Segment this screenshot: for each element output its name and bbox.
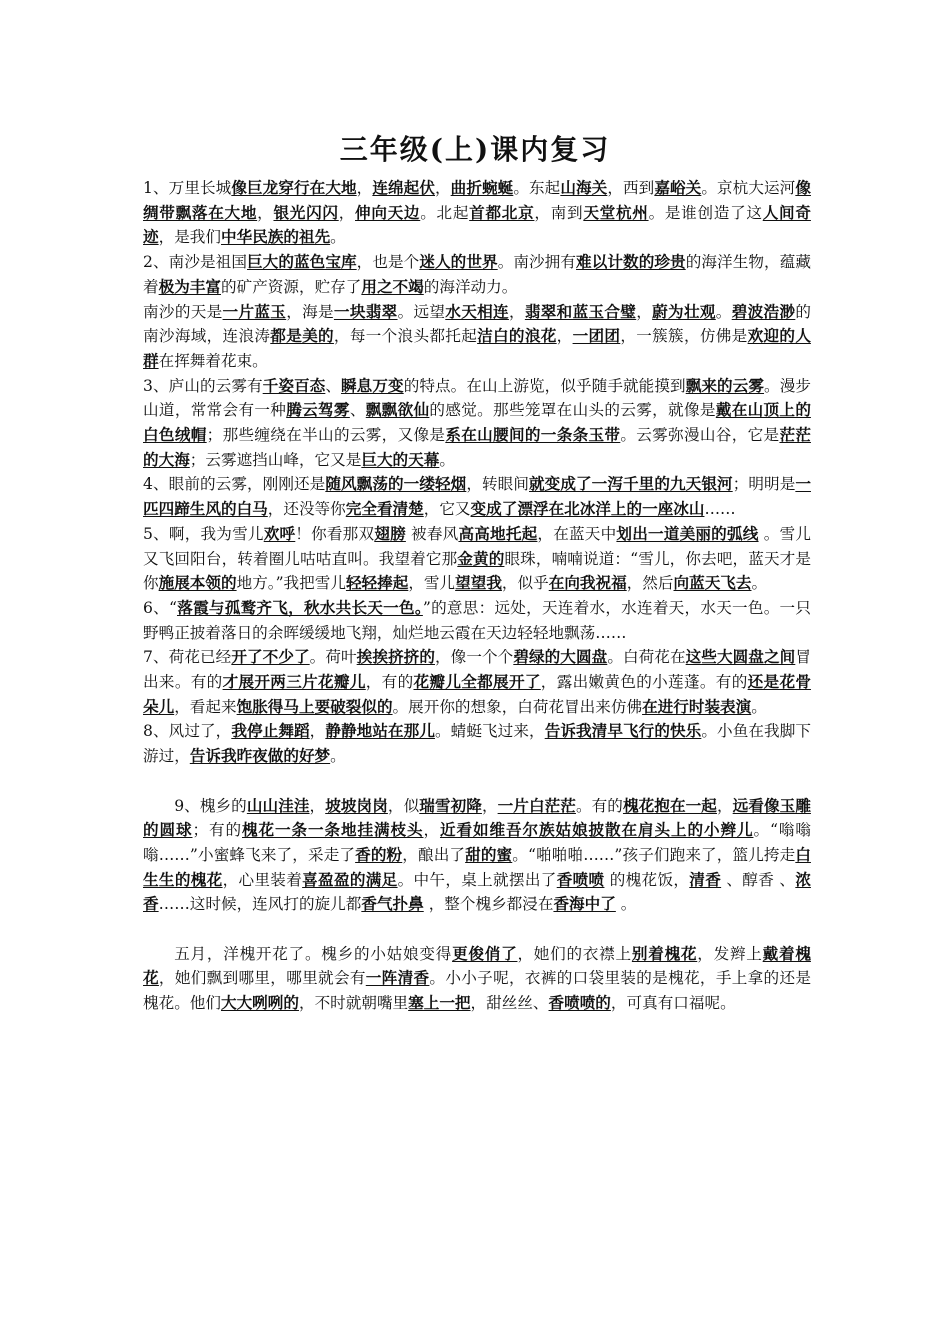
paragraph — [143, 176, 811, 250]
text-run: 。中午，桌上就摆出了 — [397, 870, 557, 889]
emphasized-phrase: 向蓝天飞去 — [673, 573, 752, 593]
paragraph — [143, 522, 811, 596]
emphasized-phrase: 翡翠和蓝玉合璧 — [524, 301, 637, 321]
emphasized-phrase: 水天相连 — [445, 301, 509, 321]
text-run: ，它又 — [423, 500, 471, 519]
text-run: 8、风过了， — [143, 722, 232, 741]
text-run: 的南沙海域，连浪涛 — [143, 302, 811, 346]
emphasized-phrase: 连绵起伏 — [372, 178, 435, 197]
text-run: ，不时就朝嘴里 — [298, 994, 409, 1013]
emphasized-phrase: 清香 — [689, 869, 722, 889]
emphasized-phrase: 塞上一把 — [408, 993, 471, 1013]
text-run: 。 — [330, 747, 346, 766]
text-run: 冒出来。有的 — [143, 648, 811, 692]
text-run: 6、“ — [143, 598, 177, 617]
emphasized-phrase: 槐花抱在一起 — [622, 795, 717, 815]
text-run: ，海是 — [286, 302, 334, 321]
text-run: ， — [309, 796, 326, 815]
text-run: ；那些缠绕在半山的云雾，又像是 — [206, 426, 446, 445]
text-run: ，还没等你 — [267, 500, 346, 519]
text-run: ，转眼间 — [466, 475, 530, 494]
paragraph — [143, 472, 811, 521]
text-run: 。北起 — [420, 203, 470, 222]
emphasized-phrase: 千姿百态 — [262, 375, 326, 395]
text-run: 、 — [325, 376, 342, 395]
text-run: ，南到 — [534, 203, 584, 222]
emphasized-phrase: 飘来的云雾 — [685, 375, 765, 395]
text-run: 的海洋动力。 — [423, 277, 518, 296]
emphasized-phrase: 花瓣儿全都展开了 — [413, 672, 541, 692]
emphasized-phrase: 别着槐花 — [631, 943, 698, 963]
text-run: 南沙的天是 — [143, 302, 223, 321]
text-run: 的槐花饭， — [604, 870, 690, 889]
text-run: ， — [508, 302, 525, 321]
text-run: 。是谁创造了这 — [648, 203, 763, 222]
emphasized-phrase: 嘉峪关 — [654, 178, 702, 197]
paragraph — [143, 374, 811, 473]
paragraph — [143, 300, 811, 374]
text-run: 1、万里长城 — [143, 179, 232, 197]
emphasized-phrase: 远看像玉雕的圆球 — [143, 795, 811, 840]
text-run: 的矿产资源，贮存了 — [221, 277, 362, 296]
text-run: ，是我们 — [158, 228, 221, 247]
text-run: 。京杭大运河 — [701, 179, 796, 197]
emphasized-phrase: 随风飘荡的一缕轻烟 — [325, 474, 467, 494]
paragraph — [143, 794, 811, 918]
text-run: ，似乎 — [501, 574, 549, 593]
page-title: 三年级(上)课内复习 — [339, 133, 611, 166]
emphasized-phrase: 一片白茫茫 — [497, 795, 576, 815]
text-run: ！你看那双 — [295, 524, 375, 543]
emphasized-phrase: 飘飘欲仙 — [365, 400, 430, 420]
emphasized-phrase: 这些大圆盘之间 — [685, 647, 796, 667]
paragraph — [143, 719, 811, 768]
emphasized-phrase: 巨大的天幕 — [361, 449, 440, 469]
text-run: …… — [704, 500, 736, 519]
text-run: 7、荷花已经 — [143, 648, 232, 667]
text-run: 眼珠，喃喃说道：“雪儿，你去吧，蓝天才是你 — [143, 549, 811, 593]
text-run: 。 — [615, 895, 637, 914]
emphasized-phrase: 香气扑鼻 — [361, 894, 424, 914]
emphasized-phrase: 施展本领的 — [158, 573, 237, 593]
text-run: ，她们飘到哪里，哪里就会有 — [158, 969, 366, 988]
emphasized-phrase: 完全看清楚 — [345, 499, 424, 519]
text-run: 5、啊，我为雪儿 — [143, 524, 264, 543]
emphasized-phrase: 山海关 — [560, 178, 608, 197]
text-run: ，看起来 — [174, 697, 237, 716]
text-run: ，发辫上 — [697, 944, 763, 963]
text-run: ，露出嫩黄色的小莲蓬。有的 — [540, 673, 748, 692]
emphasized-phrase: 伸向天边 — [355, 202, 421, 222]
emphasized-phrase: 一块翡翠 — [333, 301, 398, 321]
text-run: ，也是个 — [356, 253, 420, 272]
emphasized-phrase: 香喷喷的 — [548, 993, 611, 1013]
emphasized-phrase: 变成了漂浮在北冰洋上的一座冰山 — [470, 499, 705, 519]
text-run: ……这时候，连风打的旋儿都 — [158, 895, 362, 914]
emphasized-phrase: 白生生的槐花 — [143, 844, 811, 889]
document-body — [143, 176, 811, 1016]
emphasized-phrase: 还是花骨朵儿 — [143, 672, 811, 716]
text-run: ，雪儿 — [408, 574, 456, 593]
text-run: 。 — [439, 450, 455, 469]
emphasized-phrase: 告诉我昨夜做的好梦 — [189, 746, 331, 766]
text-run: 3、庐山的云雾有 — [143, 376, 263, 395]
text-run: 。荷叶 — [309, 648, 357, 667]
emphasized-phrase: 喜盈盈的满足 — [302, 869, 398, 889]
emphasized-phrase: 天堂杭州 — [583, 202, 649, 222]
emphasized-phrase: 迷人的世界 — [419, 252, 498, 272]
emphasized-phrase: 一团团 — [572, 326, 621, 346]
text-run: 的特点。在山上游览，似乎随手就能摸到 — [403, 376, 686, 395]
text-run: 。小小子呢，衣裤的口袋里装的是槐花，手上拿的还是槐花。他们 — [143, 969, 811, 1013]
text-run: 、 — [349, 401, 366, 420]
emphasized-phrase: 我停止舞蹈 — [231, 721, 310, 741]
emphasized-phrase: 大大咧咧的 — [220, 993, 299, 1013]
text-run: 。东起 — [513, 179, 561, 197]
emphasized-phrase: 一阵清香 — [365, 968, 430, 988]
emphasized-phrase: 像巨龙穿行在大地 — [231, 178, 357, 197]
text-run: 。 — [715, 302, 732, 321]
emphasized-phrase: 翅膀 — [374, 523, 406, 543]
text-run: ，有的 — [365, 673, 414, 692]
text-run: ， — [636, 302, 653, 321]
emphasized-phrase: 划出一道美丽的弧线 — [616, 523, 759, 543]
text-run: ，整个槐乡都浸在 — [423, 895, 554, 914]
text-run: 。有的 — [575, 796, 623, 815]
text-run: ；明明是 — [732, 475, 796, 494]
emphasized-phrase: 香喷喷 — [556, 869, 605, 889]
text-run: 五月，洋槐开花了。槐乡的小姑娘变得 — [174, 944, 453, 963]
text-run: 。“嗡嗡嗡……”小蜜蜂飞来了，采走了 — [143, 821, 811, 864]
text-run: ，每一个浪头都托起 — [333, 327, 478, 346]
emphasized-phrase: 挨挨挤挤的 — [356, 647, 435, 667]
paragraph — [143, 942, 811, 1016]
paragraph-spacer — [143, 917, 811, 942]
emphasized-phrase: 都是美的 — [270, 326, 334, 346]
text-run: 。远望 — [397, 302, 446, 321]
text-run: 4、眼前的云雾，刚刚还是 — [143, 475, 326, 494]
emphasized-phrase: 香的粉 — [355, 844, 403, 864]
emphasized-phrase: 瞬息万变 — [341, 375, 404, 395]
emphasized-phrase: 人间奇迹 — [143, 202, 811, 247]
text-run: ；云雾遮挡山峰，它又是 — [189, 450, 362, 469]
emphasized-phrase: 静静地站在那儿 — [325, 721, 436, 741]
text-run: ，在蓝天中 — [537, 524, 617, 543]
text-run: ，可真有口福呢。 — [610, 994, 736, 1013]
text-run: 在挥舞着花束。 — [158, 351, 268, 370]
text-run: 。云雾弥漫山谷，它是 — [620, 426, 780, 445]
emphasized-phrase: 饱胀得马上要破裂似的 — [236, 696, 393, 716]
emphasized-phrase: 开了不少了 — [231, 647, 310, 667]
emphasized-phrase: 戴着槐花 — [143, 943, 811, 988]
text-run: ，一簇簇，仿佛是 — [620, 327, 748, 346]
emphasized-phrase: 巨大的蓝色宝库 — [247, 252, 357, 272]
text-run: 。 — [751, 697, 767, 716]
emphasized-phrase: 一匹四蹄生风的白马 — [143, 474, 811, 519]
emphasized-phrase: 瑞雪初降 — [419, 795, 482, 815]
emphasized-phrase: 近看如维吾尔族姑娘披散在肩头上的小辫儿 — [439, 820, 754, 840]
emphasized-phrase: 在进行时装表演 — [642, 696, 752, 716]
text-run: ， — [716, 796, 733, 815]
text-run: ，心里装着 — [222, 870, 303, 889]
emphasized-phrase: 极为丰富 — [158, 276, 221, 296]
emphasized-phrase: 香海中了 — [553, 894, 616, 914]
paragraph — [143, 596, 811, 645]
text-run: 的感觉。那些笼罩在山头的云雾，就像是 — [429, 401, 716, 420]
text-run: ， — [556, 327, 573, 346]
emphasized-phrase: 坡坡岗岗 — [325, 795, 388, 815]
text-run: 被春风 — [405, 524, 459, 543]
emphasized-phrase: 蔚为壮观 — [652, 301, 716, 321]
text-run: 。南沙拥有 — [497, 253, 577, 272]
emphasized-phrase: 洁白的浪花 — [477, 326, 557, 346]
emphasized-phrase: 腾云驾雾 — [286, 400, 350, 420]
emphasized-phrase: 欢迎的人群 — [143, 326, 811, 370]
text-run: 、醇香 、 — [721, 870, 796, 889]
emphasized-phrase: 高高地托起 — [458, 523, 538, 543]
emphasized-phrase: 金黄的 — [457, 548, 505, 568]
text-run: ， — [423, 821, 440, 840]
emphasized-phrase: 望望我 — [455, 573, 502, 593]
text-run: ，像一个个 — [434, 648, 514, 667]
text-run: ，然后 — [626, 574, 674, 593]
text-run: 。蜻蜓飞过来， — [435, 722, 545, 741]
emphasized-phrase: 山山洼洼 — [246, 795, 310, 815]
text-run: ， — [435, 179, 451, 197]
text-run: 。小鱼在我脚下游过， — [143, 722, 811, 766]
emphasized-phrase: 甜的蜜 — [465, 844, 513, 864]
paragraph — [143, 645, 811, 719]
emphasized-phrase: 槐花一条一条地挂满枝头 — [242, 820, 424, 840]
text-run: ， — [338, 203, 356, 222]
text-run: ，西到 — [607, 179, 655, 197]
text-run: ， — [257, 203, 274, 222]
emphasized-phrase: 曲折蜿蜒 — [450, 178, 514, 197]
emphasized-phrase: 告诉我清早飞行的快乐 — [544, 721, 702, 741]
text-run: 9、槐乡的 — [174, 796, 247, 815]
text-run: ， — [481, 796, 498, 815]
emphasized-phrase: 浓香 — [143, 869, 811, 914]
emphasized-phrase: 银光闪闪 — [273, 202, 339, 222]
emphasized-phrase: 轻轻捧起 — [345, 573, 409, 593]
text-run: 2、南沙是祖国 — [143, 253, 247, 272]
emphasized-phrase: 就变成了一泻千里的九天银河 — [529, 474, 733, 494]
text-run: ”的意思：远处，天连着水，水连着天，水天一色。一只野鸭正披着落日的余晖缓缓地飞翔，灿烂地云霞在天边轻轻地飘荡…… — [143, 598, 811, 642]
emphasized-phrase: 落霞与孤鹜齐飞，秋水共长天一色。 — [176, 597, 423, 617]
emphasized-phrase: 茫茫的大海 — [143, 425, 811, 469]
emphasized-phrase: 首都北京 — [469, 202, 535, 222]
emphasized-phrase: 碧绿的大圆盘 — [513, 647, 608, 667]
text-run: 。 — [751, 574, 768, 593]
text-run: 。 — [330, 228, 346, 247]
text-run: 地方。”我把雪儿 — [236, 574, 346, 593]
text-run: ， — [356, 179, 373, 197]
text-run: ，甜丝丝、 — [470, 994, 549, 1013]
emphasized-phrase: 碧波浩渺 — [731, 301, 796, 321]
emphasized-phrase: 系在山腰间的一条条玉带 — [445, 425, 621, 445]
text-run: 。漫步山道，常常会有一种 — [143, 376, 811, 420]
paragraph — [143, 250, 811, 299]
emphasized-phrase: 一片蓝玉 — [222, 301, 287, 321]
text-run: ，酿出了 — [402, 845, 466, 864]
text-run: ， — [309, 722, 326, 741]
emphasized-phrase: 欢呼 — [263, 523, 296, 543]
emphasized-phrase: 更俊俏了 — [452, 943, 518, 963]
text-run: ，她们的衣襟上 — [517, 944, 632, 963]
emphasized-phrase: 在向我祝福 — [548, 573, 627, 593]
text-run: 。雪儿又飞回阳台，转着圈儿咕咕直叫。我望着它那 — [143, 524, 811, 568]
text-run: ，似 — [387, 796, 420, 815]
emphasized-phrase: 才展开两三片花瓣儿 — [222, 672, 366, 692]
paragraph-spacer — [143, 769, 811, 794]
emphasized-phrase: 戴在山顶上的白色绒帽 — [143, 400, 811, 445]
emphasized-phrase: 中华民族的祖先 — [221, 227, 331, 247]
text-run: 。白荷花在 — [607, 648, 686, 667]
emphasized-phrase: 难以计数的珍贵 — [576, 252, 686, 272]
text-run: 。“啪啪啪……”孩子们跑来了，篮儿挎走 — [512, 845, 796, 864]
emphasized-phrase: 像绸带飘落在大地 — [143, 178, 811, 222]
emphasized-phrase: 用之不竭 — [361, 276, 424, 296]
text-run: 。展开你的想象，白荷花冒出来仿佛 — [392, 697, 643, 716]
text-run: ；有的 — [192, 821, 242, 840]
text-run: 的海洋生物，蕴藏着 — [143, 253, 811, 296]
